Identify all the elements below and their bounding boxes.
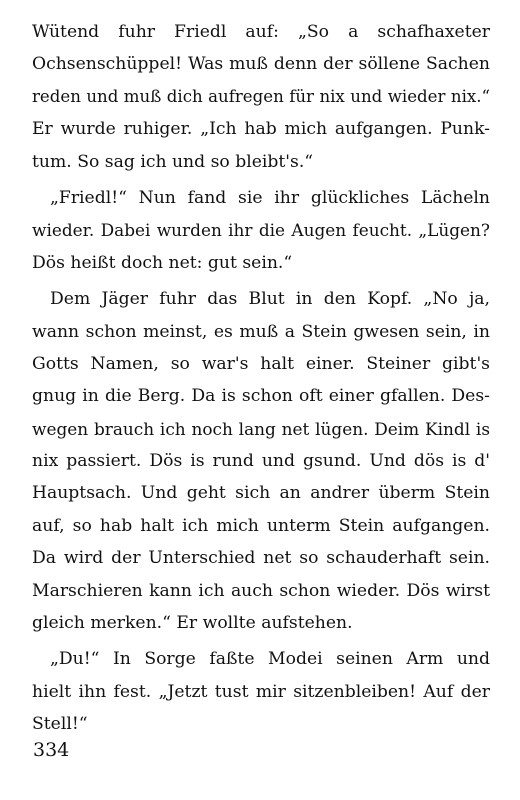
text-line: gnug in die Berg. Da is schon oft einer gfallen. Des- (32, 386, 490, 407)
text-line: wegen brauch ich noch lang net lügen. Deim Kindl is (32, 418, 490, 439)
text-line: Ochsenschüppel! Was muß denn der söllene Sachen (32, 54, 490, 75)
text-line: Da wird der Unterschied net so schauderhaft sein. (32, 548, 490, 569)
text-line: nix passiert. Dös is rund und gsund. Und dös is d' (32, 451, 490, 472)
body-text (32, 16, 490, 745)
paragraph (32, 16, 490, 178)
text-line: tum. So sag ich und so bleibt's.“ (32, 151, 314, 172)
text-line: wieder. Dabei wurden ihr die Augen feucht. „Lügen? (32, 220, 490, 241)
text-line: Stell!“ (32, 714, 88, 735)
paragraph (32, 643, 490, 740)
text-line: „Friedl!“ Nun fand sie ihr glückliches Lächeln (50, 187, 490, 208)
text-line: Hauptsach. Und geht sich an andrer überm Stein (32, 483, 490, 504)
text-line: auf, so hab halt ich mich unterm Stein aufgangen. (32, 515, 490, 536)
paragraph (32, 283, 490, 639)
text-line: hielt ihn fest. „Jetzt tust mir sitzenbleiben! Auf der (32, 681, 490, 702)
text-line: wann schon meinst, es muß a Stein gwesen sein, in (32, 321, 490, 342)
paragraph (32, 182, 490, 279)
text-line: Marschieren kann ich auch schon wieder. Dös wirst (32, 580, 490, 601)
text-line: Er wurde ruhiger. „Ich hab mich aufgangen. Punk- (32, 119, 490, 140)
text-line: gleich merken.“ Er wollte aufstehen. (32, 613, 353, 634)
text-line: „Du!“ In Sorge faßte Modei seinen Arm und (50, 649, 490, 670)
page-number: 334 (33, 739, 70, 761)
text-line: Gotts Namen, so war's halt einer. Steiner gibt's (32, 353, 490, 374)
text-line: Wütend fuhr Friedl auf: „So a schafhaxeter (32, 22, 490, 42)
text-line: Dem Jäger fuhr das Blut in den Kopf. „No ja, (50, 289, 490, 310)
text-line: reden und muß dich aufregen für nix und wieder nix.“ (32, 86, 490, 106)
text-line: Dös heißt doch net: gut sein.“ (32, 252, 293, 273)
